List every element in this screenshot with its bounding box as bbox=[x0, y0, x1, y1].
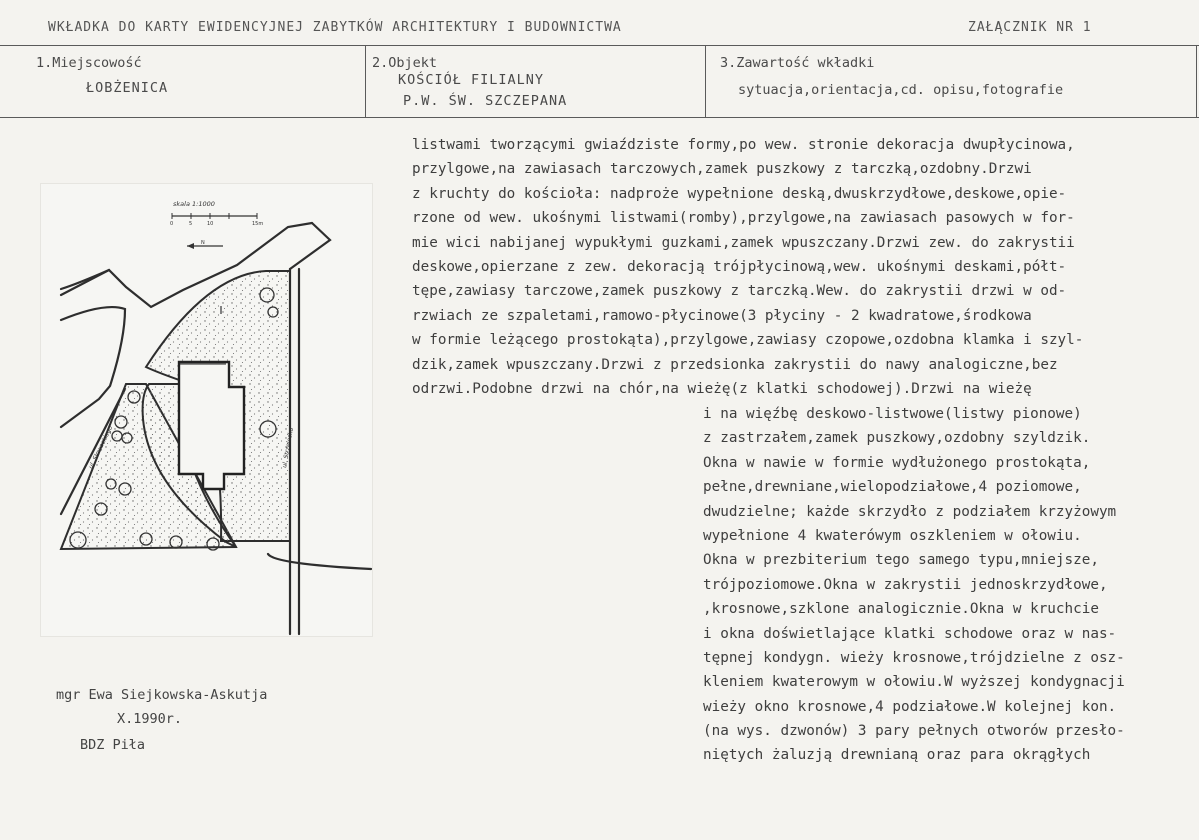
author-name: mgr Ewa Siejkowska-Askutja bbox=[56, 687, 268, 703]
text-line: dwudzielne; każde skrzydło z podziałem krzyżowym bbox=[703, 503, 1117, 520]
scale-tick-label-2: 10 bbox=[207, 221, 214, 227]
text-line: ,krosnowe,szklone analogicznie.Okna w kruchcie bbox=[703, 601, 1099, 618]
text-line: dzik,zamek wpuszczany.Drzwi z przedsionka zakrystii do nawy analogiczne,bez bbox=[412, 356, 1058, 373]
street-label-left: ul. Słowackiego bbox=[87, 424, 115, 470]
text-line: przylgowe,na zawiasach tarczowych,zamek puszkowy z tarczką,ozdobny.Drzwi bbox=[412, 161, 1032, 178]
document-date: X.1990r. bbox=[117, 711, 183, 727]
text-line: i okna doświetlające klatki schodowe oraz w nas- bbox=[703, 625, 1117, 642]
north-arrow-head-icon bbox=[187, 243, 194, 249]
form-title: WKŁADKA DO KARTY EWIDENCYJNEJ ZABYTKÓW ARCHITEKTURY I BUDOWNICTWA bbox=[48, 20, 622, 35]
scale-tick-label-4: 15m bbox=[252, 221, 264, 227]
scale-tick-label-1: 5 bbox=[189, 221, 193, 227]
text-line: wypełnione 4 kwaterówym oszkleniem w ołowiu. bbox=[703, 527, 1082, 544]
north-label: N bbox=[201, 240, 205, 246]
text-line: kleniem kwaterowym w ołowiu.W wyższej kondygnacji bbox=[703, 674, 1125, 691]
scale-label: skala 1:1000 bbox=[173, 200, 215, 208]
locality-label: 1.Miejscowość bbox=[36, 55, 142, 71]
text-line: Okna w nawie w formie wydłużonego prostokąta, bbox=[703, 454, 1091, 471]
text-line: listwami tworzącymi gwiaździste formy,po wew. stronie dekoracja dwupłycinowa, bbox=[412, 137, 1075, 153]
locality-value: ŁOBŻENICA bbox=[86, 80, 169, 96]
text-line: wieży okno krosnowe,4 podziałowe.W kolejnej kon. bbox=[703, 698, 1117, 715]
text-line: mie wici nabijanej wypukłymi guzkami,zamek wpuszczany.Drzwi zew. do zakrystii bbox=[412, 234, 1075, 251]
scale-tick-label-0: 0 bbox=[170, 221, 174, 227]
text-line: tępe,zawiasy tarczowe,zamek puszkowy z tarczką.Wew. do zakrystii drzwi w od- bbox=[412, 283, 1067, 300]
table-divider-2 bbox=[705, 45, 706, 117]
table-divider-1 bbox=[365, 45, 366, 117]
description-block-narrow bbox=[703, 402, 1125, 768]
table-right-edge bbox=[1196, 45, 1197, 117]
text-line: (na wys. dzwonów) 3 pary pełnych otworów przesło- bbox=[703, 723, 1125, 740]
description-block-wide bbox=[412, 133, 1083, 401]
text-line: z zastrzałem,zamek puszkowy,ozdobny szyldzik. bbox=[703, 430, 1091, 447]
text-line: w formie leżącego prostokąta),przylgowe,zawiasy czopowe,ozdobna klamka i szyl- bbox=[412, 332, 1084, 349]
text-line: rzwiach ze szpaletami,ramowo-płycinowe(3 płyciny - 2 kwadratowe,środkowa bbox=[412, 307, 1032, 324]
site-plan-drawing bbox=[41, 184, 372, 636]
contents-value: sytuacja,orientacja,cd. opisu,fotografie bbox=[738, 82, 1064, 98]
street-label-right: ul. Strzelecka bbox=[281, 427, 296, 469]
issuing-office: BDZ Piła bbox=[80, 737, 146, 753]
text-line: Okna w prezbiterium tego samego typu,mniejsze, bbox=[703, 552, 1099, 569]
text-line: pełne,drewniane,wielopodziałowe,4 poziomowe, bbox=[703, 479, 1082, 496]
text-line: deskowe,opierzane z zew. dekoracją trójpłycinową,wew. ukośnymi deskami,półt- bbox=[412, 258, 1067, 275]
text-line: i na więźbę deskowo-listwowe(listwy pionowe) bbox=[703, 406, 1082, 422]
site-plan-photo bbox=[40, 183, 373, 637]
text-line: odrzwi.Podobne drzwi na chór,na wieżę(z klatki schodowej).Drzwi na wieżę bbox=[412, 380, 1032, 397]
text-line: z kruchty do kościoła: nadproże wypełnione deską,dwuskrzydłowe,deskowe,opie- bbox=[412, 185, 1067, 202]
object-label: 2.Objekt bbox=[372, 55, 438, 71]
contents-label: 3.Zawartość wkładki bbox=[720, 55, 875, 71]
table-bottom-rule bbox=[0, 117, 1199, 118]
text-line: trójpoziomowe.Okna w zakrystii jednoskrzydłowe, bbox=[703, 576, 1108, 593]
text-line: niętych żaluzją drewnianą oraz para okrągłych bbox=[703, 747, 1091, 764]
annex-number: ZAŁĄCZNIK NR 1 bbox=[968, 20, 1092, 35]
text-line: rzone od wew. ukośnymi listwami(romby),przylgowe,na zawiasach pasowych w for- bbox=[412, 210, 1075, 227]
table-top-rule bbox=[0, 45, 1199, 46]
text-line: tępnej kondygn. wieży krosnowe,trójdzielne z osz- bbox=[703, 649, 1125, 666]
object-value-line1: KOŚCIÓŁ FILIALNY bbox=[398, 72, 545, 88]
object-value-line2: P.W. ŚW. SZCZEPANA bbox=[403, 93, 568, 109]
